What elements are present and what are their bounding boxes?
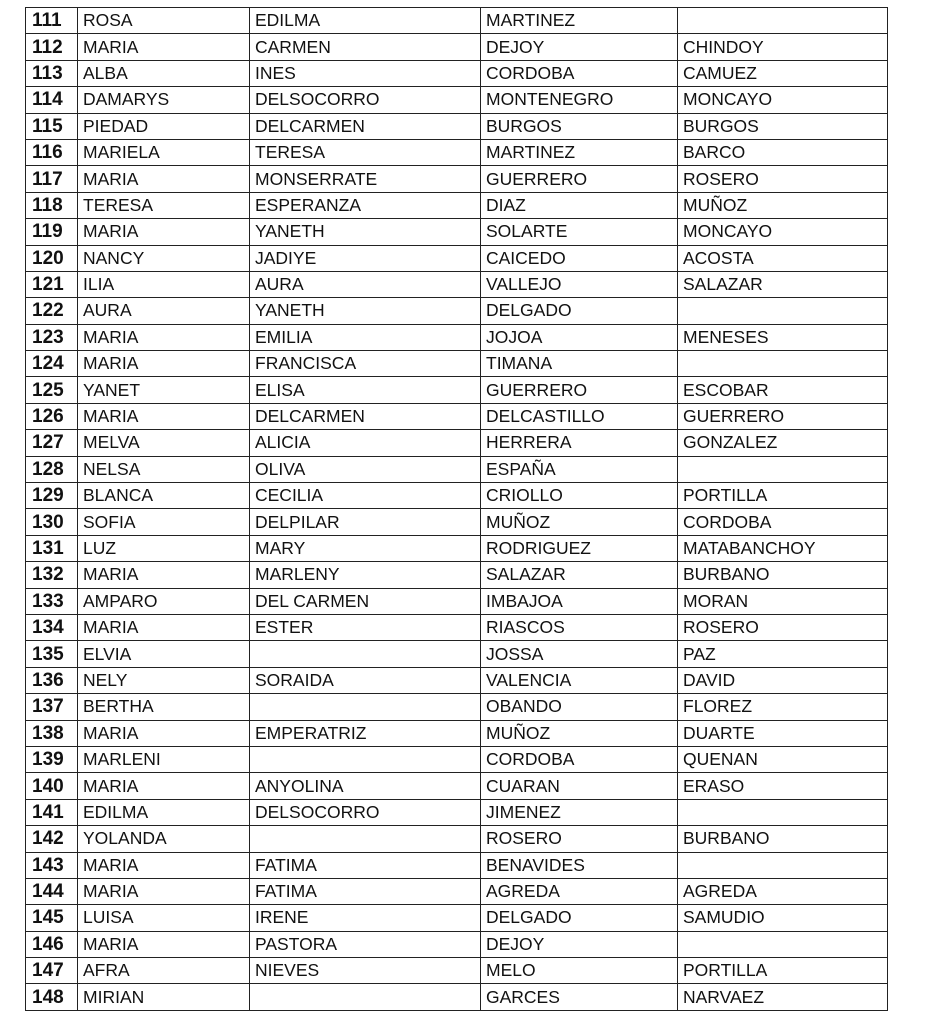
table-row — [26, 139, 888, 165]
table-row — [26, 984, 888, 1010]
second-name-cell — [250, 826, 481, 852]
first-name-cell: AFRA — [78, 958, 250, 984]
table-row — [26, 8, 888, 34]
row-number-cell: 134 — [26, 614, 78, 640]
table-row — [26, 113, 888, 139]
row-number-cell: 145 — [26, 905, 78, 931]
table-row — [26, 219, 888, 245]
second-name-cell: MARLENY — [250, 562, 481, 588]
row-number-cell: 147 — [26, 958, 78, 984]
first-surname-cell: RODRIGUEZ — [481, 535, 678, 561]
second-name-cell: FRANCISCA — [250, 351, 481, 377]
second-name-cell: JADIYE — [250, 245, 481, 271]
second-name-cell — [250, 641, 481, 667]
row-number-cell: 111 — [26, 8, 78, 34]
table-row — [26, 852, 888, 878]
first-name-cell: MELVA — [78, 430, 250, 456]
names-table — [25, 7, 888, 1011]
first-name-cell: MARIA — [78, 351, 250, 377]
second-surname-cell: MUÑOZ — [678, 192, 888, 218]
second-name-cell — [250, 694, 481, 720]
table-row — [26, 588, 888, 614]
first-name-cell: PIEDAD — [78, 113, 250, 139]
second-name-cell: DELCARMEN — [250, 113, 481, 139]
first-surname-cell: DIAZ — [481, 192, 678, 218]
first-name-cell: LUISA — [78, 905, 250, 931]
second-name-cell: EDILMA — [250, 8, 481, 34]
first-surname-cell: BENAVIDES — [481, 852, 678, 878]
second-surname-cell: QUENAN — [678, 746, 888, 772]
table-row — [26, 456, 888, 482]
table-row — [26, 826, 888, 852]
table-row — [26, 351, 888, 377]
second-surname-cell: MONCAYO — [678, 87, 888, 113]
first-surname-cell: MUÑOZ — [481, 509, 678, 535]
second-surname-cell: BURBANO — [678, 826, 888, 852]
second-surname-cell: PORTILLA — [678, 958, 888, 984]
row-number-cell: 120 — [26, 245, 78, 271]
second-name-cell: ESTER — [250, 614, 481, 640]
first-name-cell: BERTHA — [78, 694, 250, 720]
second-surname-cell: ROSERO — [678, 166, 888, 192]
first-surname-cell: VALLEJO — [481, 271, 678, 297]
first-surname-cell: SOLARTE — [481, 219, 678, 245]
table-row — [26, 667, 888, 693]
first-name-cell: MARIA — [78, 562, 250, 588]
first-surname-cell: DELGADO — [481, 298, 678, 324]
row-number-cell: 115 — [26, 113, 78, 139]
second-surname-cell: CAMUEZ — [678, 60, 888, 86]
first-name-cell: MARIA — [78, 852, 250, 878]
second-name-cell: YANETH — [250, 219, 481, 245]
first-surname-cell: MARTINEZ — [481, 139, 678, 165]
row-number-cell: 136 — [26, 667, 78, 693]
second-name-cell: FATIMA — [250, 852, 481, 878]
first-name-cell: ELVIA — [78, 641, 250, 667]
second-name-cell: YANETH — [250, 298, 481, 324]
row-number-cell: 133 — [26, 588, 78, 614]
second-surname-cell: DUARTE — [678, 720, 888, 746]
second-surname-cell — [678, 852, 888, 878]
first-name-cell: ROSA — [78, 8, 250, 34]
second-surname-cell: MENESES — [678, 324, 888, 350]
first-surname-cell: MONTENEGRO — [481, 87, 678, 113]
second-name-cell: ELISA — [250, 377, 481, 403]
first-name-cell: YOLANDA — [78, 826, 250, 852]
first-surname-cell: VALENCIA — [481, 667, 678, 693]
second-name-cell: MARY — [250, 535, 481, 561]
row-number-cell: 124 — [26, 351, 78, 377]
second-name-cell: PASTORA — [250, 931, 481, 957]
table-row — [26, 509, 888, 535]
first-name-cell: AMPARO — [78, 588, 250, 614]
second-name-cell: FATIMA — [250, 878, 481, 904]
table-row — [26, 245, 888, 271]
table-row — [26, 271, 888, 297]
second-name-cell: DELPILAR — [250, 509, 481, 535]
table-row — [26, 298, 888, 324]
first-surname-cell: TIMANA — [481, 351, 678, 377]
first-name-cell: MARIA — [78, 773, 250, 799]
row-number-cell: 131 — [26, 535, 78, 561]
row-number-cell: 135 — [26, 641, 78, 667]
second-surname-cell: MORAN — [678, 588, 888, 614]
first-surname-cell: MUÑOZ — [481, 720, 678, 746]
row-number-cell: 130 — [26, 509, 78, 535]
first-name-cell: NELY — [78, 667, 250, 693]
first-surname-cell: CUARAN — [481, 773, 678, 799]
first-surname-cell: GARCES — [481, 984, 678, 1010]
row-number-cell: 140 — [26, 773, 78, 799]
first-name-cell: MARIA — [78, 878, 250, 904]
first-name-cell: MIRIAN — [78, 984, 250, 1010]
second-surname-cell: GONZALEZ — [678, 430, 888, 456]
first-name-cell: YANET — [78, 377, 250, 403]
row-number-cell: 132 — [26, 562, 78, 588]
first-surname-cell: RIASCOS — [481, 614, 678, 640]
second-surname-cell: ACOSTA — [678, 245, 888, 271]
first-name-cell: MARIA — [78, 34, 250, 60]
second-name-cell: DELSOCORRO — [250, 87, 481, 113]
first-surname-cell: DEJOY — [481, 34, 678, 60]
first-surname-cell: CRIOLLO — [481, 483, 678, 509]
first-name-cell: MARIA — [78, 324, 250, 350]
second-surname-cell: CORDOBA — [678, 509, 888, 535]
second-name-cell: ALICIA — [250, 430, 481, 456]
table-row — [26, 192, 888, 218]
second-surname-cell: DAVID — [678, 667, 888, 693]
first-surname-cell: DELCASTILLO — [481, 403, 678, 429]
table-row — [26, 641, 888, 667]
first-name-cell: MARIA — [78, 720, 250, 746]
table-row — [26, 931, 888, 957]
second-surname-cell: AGREDA — [678, 878, 888, 904]
row-number-cell: 146 — [26, 931, 78, 957]
first-surname-cell: GUERRERO — [481, 166, 678, 192]
second-surname-cell — [678, 799, 888, 825]
first-name-cell: MARIA — [78, 931, 250, 957]
names-table-body — [26, 8, 888, 1011]
table-row — [26, 60, 888, 86]
row-number-cell: 129 — [26, 483, 78, 509]
second-surname-cell — [678, 931, 888, 957]
second-surname-cell — [678, 298, 888, 324]
first-surname-cell: HERRERA — [481, 430, 678, 456]
first-surname-cell: DELGADO — [481, 905, 678, 931]
second-name-cell: EMPERATRIZ — [250, 720, 481, 746]
first-surname-cell: MARTINEZ — [481, 8, 678, 34]
second-surname-cell: PAZ — [678, 641, 888, 667]
table-row — [26, 483, 888, 509]
row-number-cell: 113 — [26, 60, 78, 86]
second-name-cell: INES — [250, 60, 481, 86]
first-surname-cell: GUERRERO — [481, 377, 678, 403]
table-row — [26, 535, 888, 561]
second-name-cell: NIEVES — [250, 958, 481, 984]
first-name-cell: MARLENI — [78, 746, 250, 772]
row-number-cell: 144 — [26, 878, 78, 904]
first-name-cell: MARIELA — [78, 139, 250, 165]
second-name-cell: ESPERANZA — [250, 192, 481, 218]
first-name-cell: NANCY — [78, 245, 250, 271]
second-name-cell: MONSERRATE — [250, 166, 481, 192]
second-surname-cell: FLOREZ — [678, 694, 888, 720]
second-name-cell: DELCARMEN — [250, 403, 481, 429]
table-row — [26, 166, 888, 192]
row-number-cell: 143 — [26, 852, 78, 878]
first-name-cell: TERESA — [78, 192, 250, 218]
first-surname-cell: OBANDO — [481, 694, 678, 720]
table-row — [26, 746, 888, 772]
first-surname-cell: MELO — [481, 958, 678, 984]
second-name-cell: IRENE — [250, 905, 481, 931]
second-surname-cell: ESCOBAR — [678, 377, 888, 403]
second-surname-cell: ROSERO — [678, 614, 888, 640]
row-number-cell: 126 — [26, 403, 78, 429]
table-row — [26, 430, 888, 456]
second-surname-cell: GUERRERO — [678, 403, 888, 429]
second-name-cell: TERESA — [250, 139, 481, 165]
second-surname-cell — [678, 456, 888, 482]
first-name-cell: ALBA — [78, 60, 250, 86]
second-surname-cell: PORTILLA — [678, 483, 888, 509]
table-row — [26, 403, 888, 429]
table-row — [26, 34, 888, 60]
second-name-cell — [250, 984, 481, 1010]
table-row — [26, 905, 888, 931]
table-row — [26, 694, 888, 720]
first-name-cell: DAMARYS — [78, 87, 250, 113]
second-surname-cell — [678, 351, 888, 377]
row-number-cell: 117 — [26, 166, 78, 192]
second-surname-cell: ERASO — [678, 773, 888, 799]
table-row — [26, 799, 888, 825]
row-number-cell: 114 — [26, 87, 78, 113]
second-name-cell: OLIVA — [250, 456, 481, 482]
row-number-cell: 121 — [26, 271, 78, 297]
table-row — [26, 377, 888, 403]
row-number-cell: 141 — [26, 799, 78, 825]
first-surname-cell: SALAZAR — [481, 562, 678, 588]
row-number-cell: 127 — [26, 430, 78, 456]
first-surname-cell: JOSSA — [481, 641, 678, 667]
second-surname-cell: MATABANCHOY — [678, 535, 888, 561]
first-name-cell: MARIA — [78, 166, 250, 192]
first-surname-cell: IMBAJOA — [481, 588, 678, 614]
table-row — [26, 878, 888, 904]
first-surname-cell: ESPAÑA — [481, 456, 678, 482]
second-name-cell — [250, 746, 481, 772]
row-number-cell: 142 — [26, 826, 78, 852]
second-name-cell: AURA — [250, 271, 481, 297]
first-surname-cell: JOJOA — [481, 324, 678, 350]
second-surname-cell: SALAZAR — [678, 271, 888, 297]
first-name-cell: AURA — [78, 298, 250, 324]
first-name-cell: EDILMA — [78, 799, 250, 825]
second-name-cell: SORAIDA — [250, 667, 481, 693]
first-surname-cell: CAICEDO — [481, 245, 678, 271]
second-name-cell: DEL CARMEN — [250, 588, 481, 614]
first-name-cell: ILIA — [78, 271, 250, 297]
first-surname-cell: AGREDA — [481, 878, 678, 904]
row-number-cell: 123 — [26, 324, 78, 350]
second-surname-cell — [678, 8, 888, 34]
table-row — [26, 562, 888, 588]
first-surname-cell: CORDOBA — [481, 60, 678, 86]
table-row — [26, 773, 888, 799]
row-number-cell: 119 — [26, 219, 78, 245]
first-name-cell: MARIA — [78, 403, 250, 429]
second-surname-cell: CHINDOY — [678, 34, 888, 60]
table-row — [26, 614, 888, 640]
first-surname-cell: ROSERO — [481, 826, 678, 852]
first-surname-cell: BURGOS — [481, 113, 678, 139]
first-name-cell: BLANCA — [78, 483, 250, 509]
row-number-cell: 116 — [26, 139, 78, 165]
row-number-cell: 122 — [26, 298, 78, 324]
second-surname-cell: SAMUDIO — [678, 905, 888, 931]
second-surname-cell: NARVAEZ — [678, 984, 888, 1010]
second-name-cell: DELSOCORRO — [250, 799, 481, 825]
second-name-cell: CECILIA — [250, 483, 481, 509]
row-number-cell: 112 — [26, 34, 78, 60]
second-surname-cell: BARCO — [678, 139, 888, 165]
second-name-cell: EMILIA — [250, 324, 481, 350]
row-number-cell: 139 — [26, 746, 78, 772]
second-surname-cell: BURGOS — [678, 113, 888, 139]
first-name-cell: NELSA — [78, 456, 250, 482]
row-number-cell: 138 — [26, 720, 78, 746]
second-surname-cell: MONCAYO — [678, 219, 888, 245]
first-name-cell: SOFIA — [78, 509, 250, 535]
first-name-cell: MARIA — [78, 219, 250, 245]
table-row — [26, 324, 888, 350]
first-name-cell: MARIA — [78, 614, 250, 640]
row-number-cell: 137 — [26, 694, 78, 720]
first-surname-cell: JIMENEZ — [481, 799, 678, 825]
first-surname-cell: DEJOY — [481, 931, 678, 957]
table-row — [26, 958, 888, 984]
first-surname-cell: CORDOBA — [481, 746, 678, 772]
row-number-cell: 118 — [26, 192, 78, 218]
second-surname-cell: BURBANO — [678, 562, 888, 588]
row-number-cell: 148 — [26, 984, 78, 1010]
second-name-cell: ANYOLINA — [250, 773, 481, 799]
row-number-cell: 128 — [26, 456, 78, 482]
row-number-cell: 125 — [26, 377, 78, 403]
table-row — [26, 87, 888, 113]
second-name-cell: CARMEN — [250, 34, 481, 60]
table-row — [26, 720, 888, 746]
first-name-cell: LUZ — [78, 535, 250, 561]
